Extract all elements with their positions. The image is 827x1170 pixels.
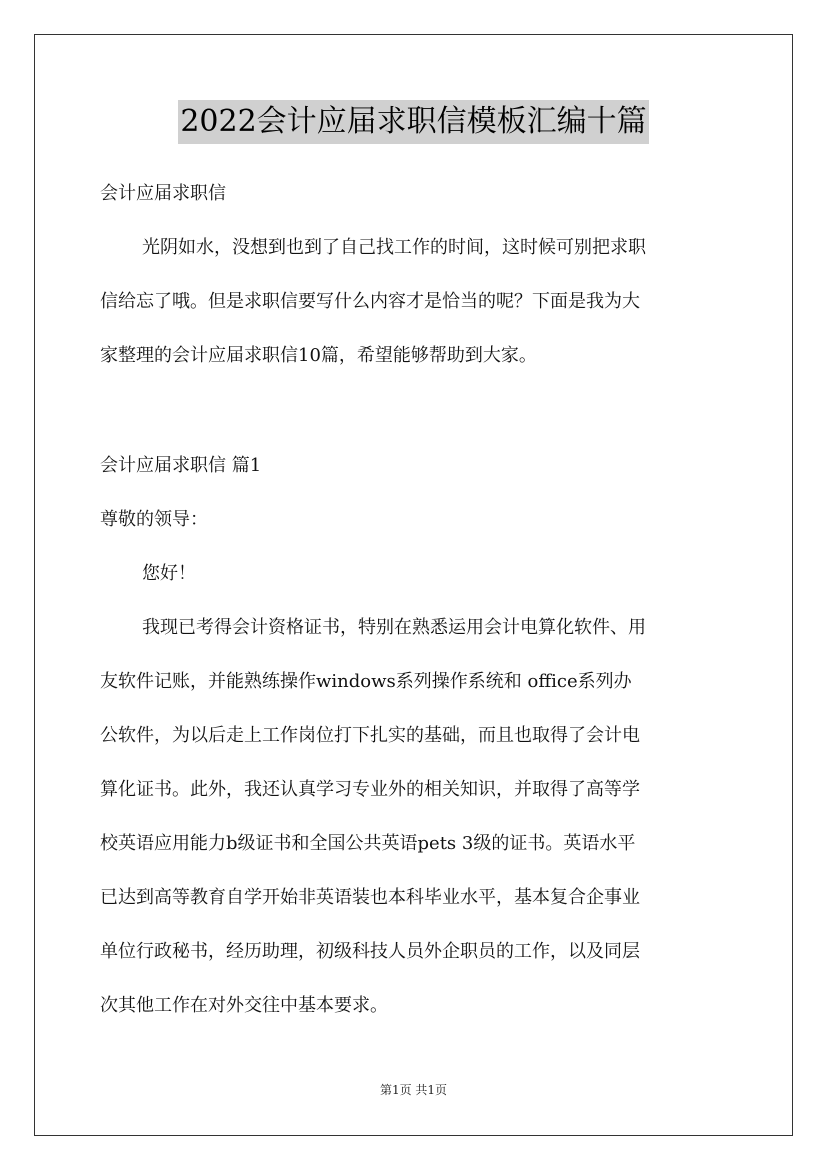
intro-line-2: 信给忘了哦。但是求职信要写什么内容才是恰当的呢？下面是我为大 xyxy=(100,291,640,312)
title-container xyxy=(0,100,827,144)
body-line-4: 算化证书。此外，我还认真学习专业外的相关知识，并取得了高等学 xyxy=(100,779,640,800)
document-title: 2022会计应届求职信模板汇编十篇 xyxy=(178,100,648,144)
greeting: 您好！ xyxy=(142,563,196,584)
intro-heading: 会计应届求职信 xyxy=(100,183,226,204)
body-line-2: 友软件记账，并能熟练操作windows系列操作系统和 office系列办 xyxy=(100,671,632,692)
intro-line-3: 家整理的会计应届求职信10篇，希望能够帮助到大家。 xyxy=(100,345,537,366)
body-line-5: 校英语应用能力b级证书和全国公共英语pets 3级的证书。英语水平 xyxy=(100,833,636,854)
body-line-8: 次其他工作在对外交往中基本要求。 xyxy=(100,995,388,1016)
section-heading: 会计应届求职信 篇1 xyxy=(100,455,262,476)
body-line-7: 单位行政秘书，经历助理，初级科技人员外企职员的工作，以及同层 xyxy=(100,941,640,962)
body-line-1: 我现已考得会计资格证书，特别在熟悉运用会计电算化软件、用 xyxy=(142,617,646,638)
salutation: 尊敬的领导： xyxy=(100,509,208,530)
intro-line-1: 光阴如水，没想到也到了自己找工作的时间，这时候可别把求职 xyxy=(142,237,646,258)
page-footer: 第1页 共1页 xyxy=(379,1083,448,1097)
body-line-6: 已达到高等教育自学开始非英语装也本科毕业水平，基本复合企事业 xyxy=(100,887,640,908)
body-line-3: 公软件，为以后走上工作岗位打下扎实的基础，而且也取得了会计电 xyxy=(100,725,640,746)
